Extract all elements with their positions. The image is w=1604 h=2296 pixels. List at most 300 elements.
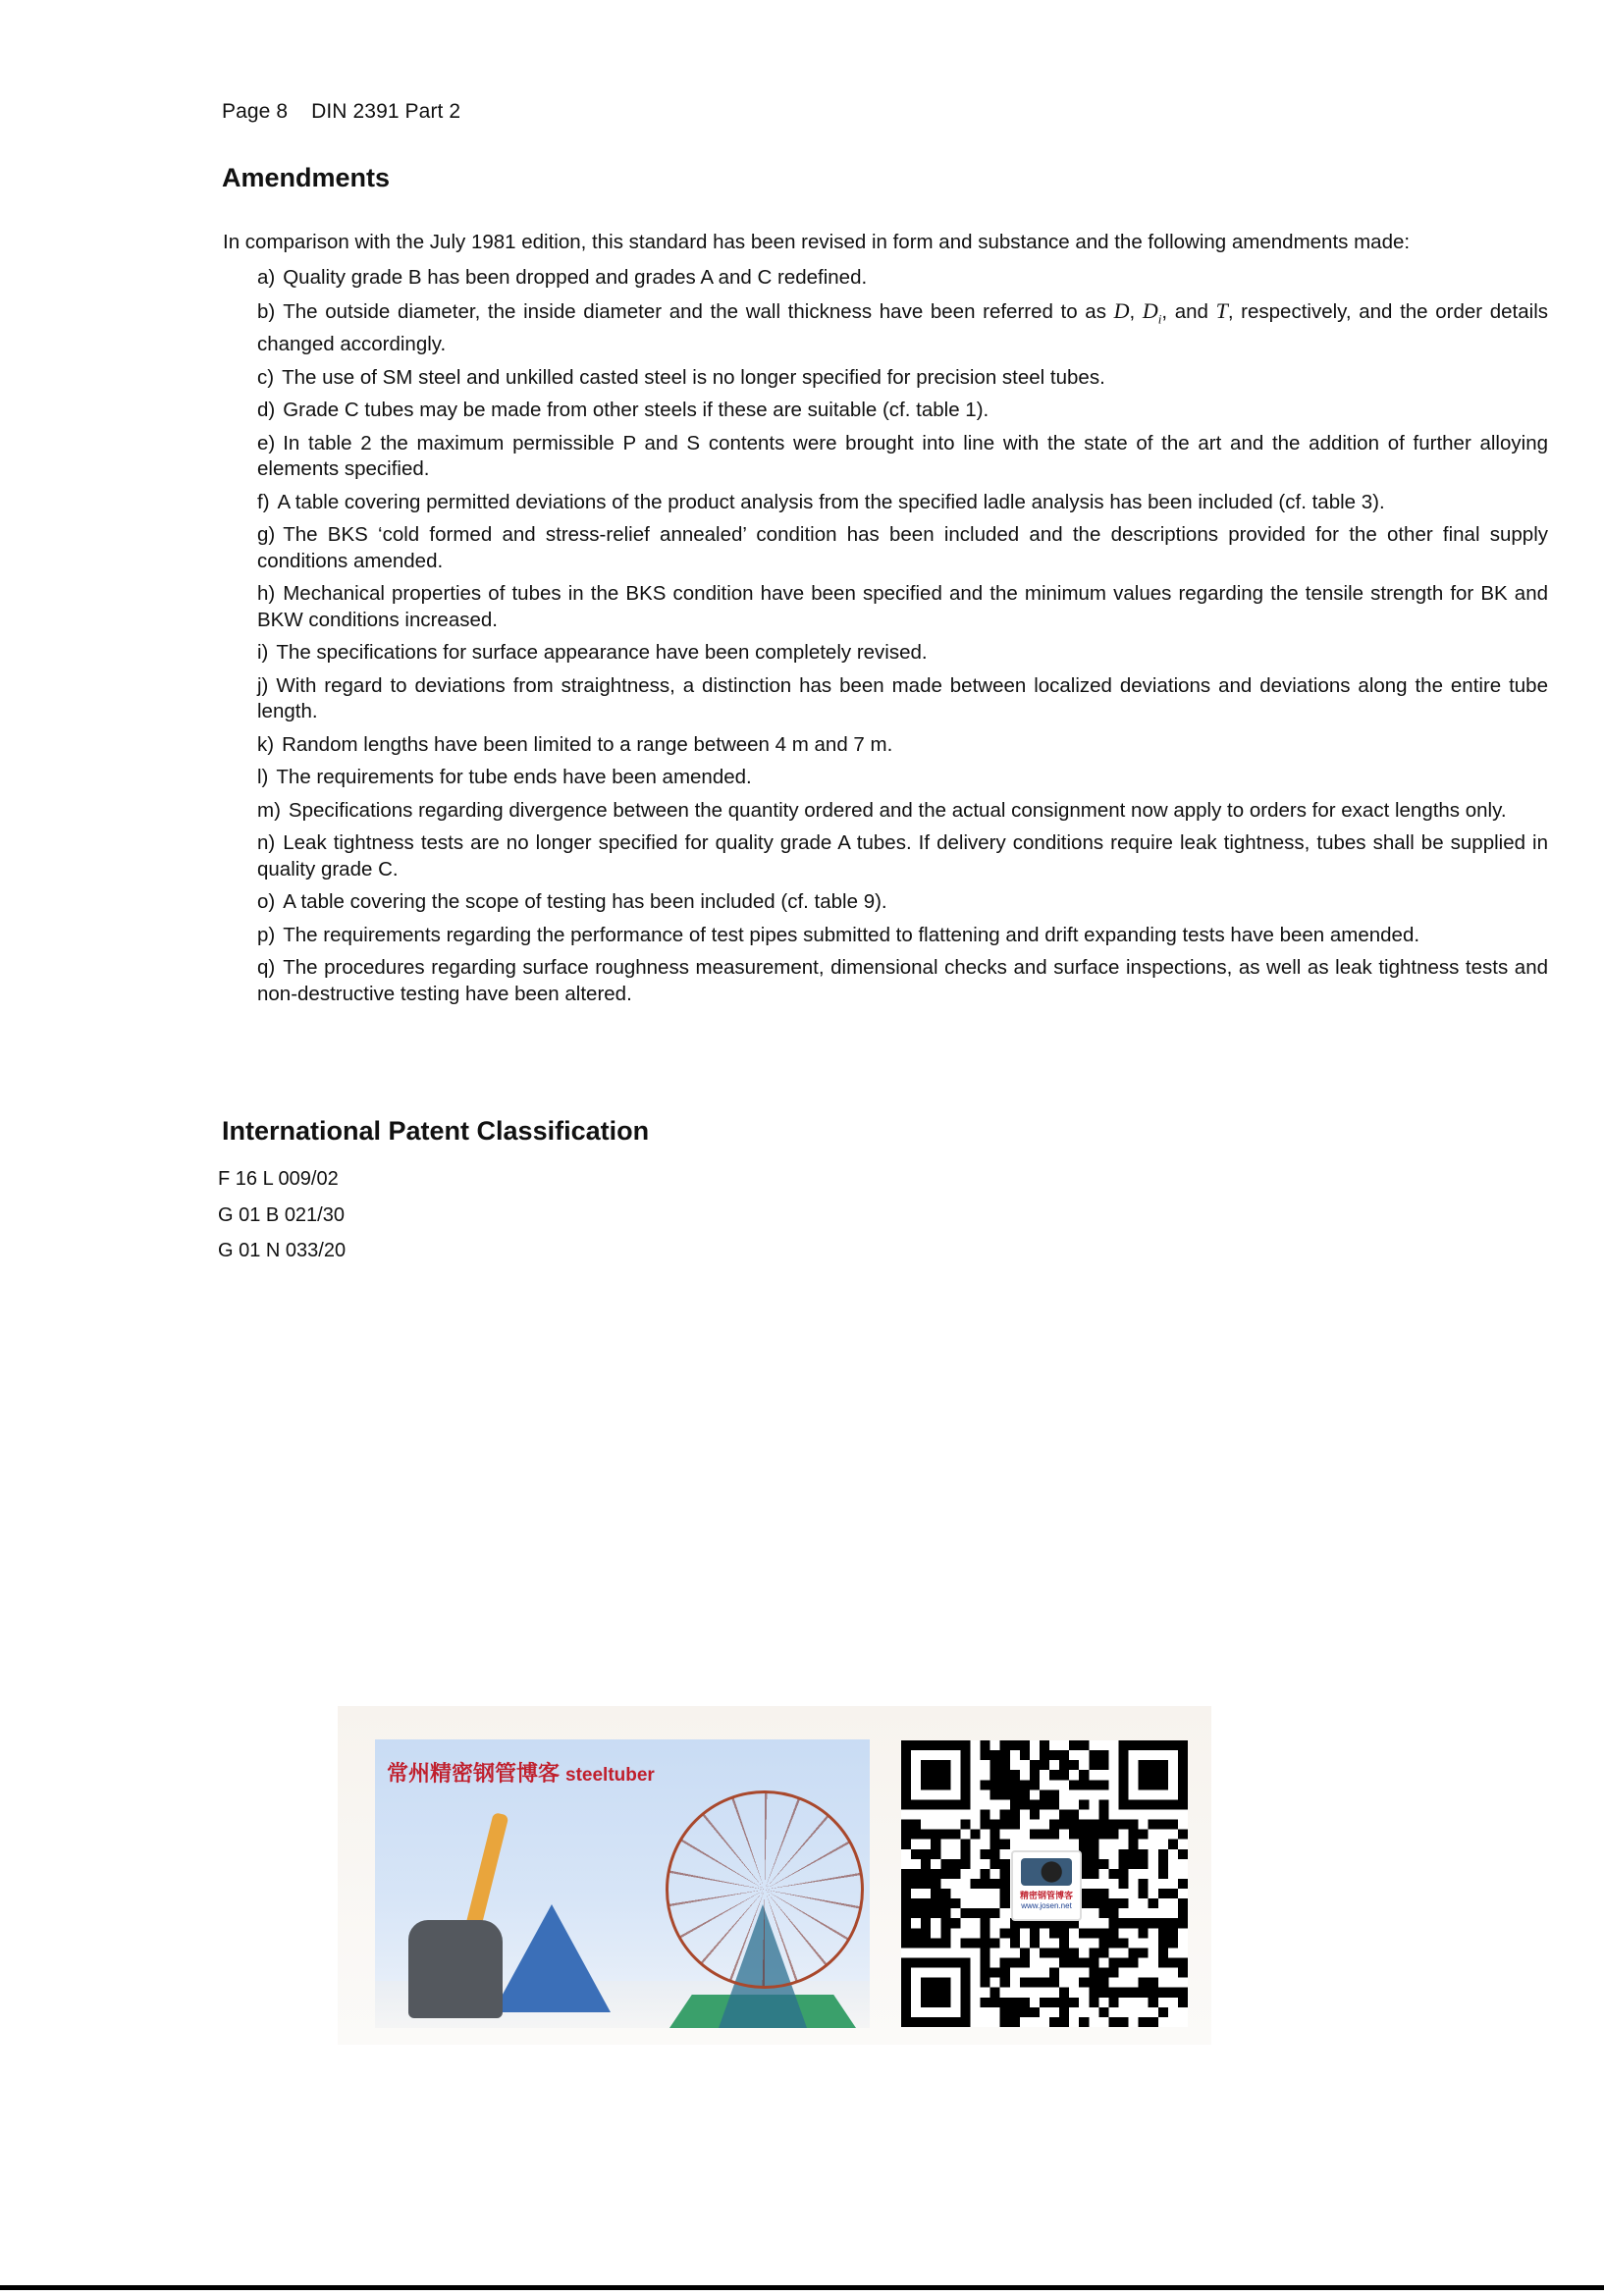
qr-module: [1129, 1958, 1139, 1968]
item-text: The procedures regarding surface roughness measurement, dimensional checks and surface inspections, as well as leak tightness tests and non-destructive testing have been altered.: [257, 956, 1548, 1005]
item-label: j): [257, 673, 269, 697]
qr-module: [921, 1879, 931, 1889]
qr-module: [981, 1948, 990, 1957]
qr-module: [1098, 1968, 1108, 1978]
qr-module: [940, 1889, 950, 1898]
qr-module: [1178, 1968, 1188, 1978]
qr-module: [1020, 1799, 1030, 1809]
qr-module: [931, 1898, 940, 1908]
qr-module: [1059, 1750, 1069, 1760]
qr-module: [1010, 1938, 1020, 1948]
qr-module: [1010, 2017, 1020, 2027]
amendment-item-n: [257, 830, 1548, 882]
item-text: A table covering permitted deviations of the product analysis from the specified ladle analysis has been included (cf. table 3).: [277, 490, 1385, 513]
qr-module: [1129, 1859, 1139, 1869]
qr-module: [1059, 1938, 1069, 1948]
item-text: Random lengths have been limited to a range between 4 m and 7 m.: [282, 732, 893, 756]
qr-module: [1089, 1958, 1098, 1968]
qr-module: [990, 1988, 1000, 1998]
qr-module: [1000, 1898, 1010, 1908]
qr-module: [1020, 1998, 1030, 2007]
qr-module: [1089, 1889, 1098, 1898]
item-text: In table 2 the maximum permissible P and S contents were brought into line with the state of the art and the addition of further alloying elements specified.: [257, 431, 1548, 481]
qr-module: [1089, 1830, 1098, 1840]
qr-module: [990, 1938, 1000, 1948]
qr-module: [1010, 1780, 1020, 1789]
qr-module: [950, 1918, 960, 1928]
qr-module: [1049, 1948, 1059, 1957]
qr-module: [1178, 1849, 1188, 1859]
qr-module: [1000, 1889, 1010, 1898]
qr-module: [1158, 1889, 1168, 1898]
qr-module: [950, 1859, 960, 1869]
qr-module: [1098, 1799, 1108, 1809]
qr-module: [1108, 1928, 1118, 1938]
qr-module: [990, 1780, 1000, 1789]
qr-module: [931, 1889, 940, 1898]
qr-module: [1010, 1928, 1020, 1938]
qr-module: [981, 1978, 990, 1988]
qr-module: [990, 1968, 1000, 1978]
qr-module: [1000, 1740, 1010, 1750]
qr-module: [1000, 1859, 1010, 1869]
qr-module: [970, 1830, 980, 1840]
qr-module: [1079, 1799, 1089, 1809]
qr-module: [1059, 1820, 1069, 1830]
item-label: i): [257, 641, 269, 665]
symbol-inside-diameter: [1142, 297, 1162, 326]
item-text: A table covering the scope of testing has been included (cf. table 9).: [283, 890, 887, 914]
qr-module: [981, 1908, 990, 1918]
amendment-item-g: [257, 522, 1548, 574]
qr-module: [1158, 1928, 1168, 1938]
qr-module: [1010, 1770, 1020, 1780]
qr-module: [1129, 1840, 1139, 1849]
qr-module: [1000, 1809, 1010, 1819]
qr-module: [1049, 1978, 1059, 1988]
qr-module: [990, 1840, 1000, 1849]
qr-module: [1040, 1830, 1049, 1840]
qr-module: [1158, 1938, 1168, 1948]
qr-module: [1059, 1760, 1069, 1770]
ipc-code: G 01 B 021/30: [218, 1203, 345, 1226]
qr-module: [1149, 1998, 1158, 2007]
qr-module: [1089, 1998, 1098, 2007]
qr-module: [1049, 1820, 1059, 1830]
qr-module: [1049, 1928, 1059, 1938]
qr-module: [990, 1879, 1000, 1889]
amendments-heading: Amendments: [222, 163, 391, 192]
qr-module: [1040, 1948, 1049, 1957]
qr-module: [1119, 1849, 1129, 1859]
qr-module: [940, 1830, 950, 1840]
banner-caption-cn: 常州精密钢管博客: [387, 1761, 561, 1786]
item-label: o): [257, 890, 276, 914]
qr-module: [921, 1859, 931, 1869]
qr-module: [981, 1869, 990, 1879]
amendment-item-b: b) The outside diameter, the inside diameter and the wall thickness have been referred to as D, $D_i$, and T, respectively, and the order details changed accordingly.: [257, 297, 1548, 356]
qr-module: [1089, 1820, 1098, 1830]
qr-module: [1178, 1988, 1188, 1998]
qr-module: [1000, 2007, 1010, 2017]
qr-module: [1030, 1978, 1040, 1988]
qr-module: [901, 1820, 911, 1830]
qr-module: [1119, 1938, 1129, 1948]
qr-module: [1149, 2017, 1158, 2027]
qr-module: [1079, 2017, 1089, 2027]
ipc-heading: International Patent Classification: [222, 1116, 650, 1146]
qr-module: [1079, 1978, 1089, 1988]
qr-module: [901, 1898, 911, 1908]
qr-module: [1040, 1750, 1049, 1760]
qr-module: [981, 1928, 990, 1938]
qr-module: [1089, 1978, 1098, 1988]
qr-module: [1139, 1859, 1149, 1869]
item-label: b): [257, 299, 276, 323]
qr-finder-pattern: [1139, 1760, 1168, 1789]
item-text: The use of SM steel and unkilled casted steel is no longer specified for precision steel tubes.: [282, 365, 1105, 389]
qr-module: [1000, 1789, 1010, 1799]
qr-module: [1010, 1789, 1020, 1799]
qr-module: [901, 1830, 911, 1840]
amendment-item-o: [257, 889, 1548, 916]
qr-module: [921, 1908, 931, 1918]
qr-module: [1049, 1968, 1059, 1978]
banner-caption: [387, 1757, 655, 1788]
qr-module: [1020, 1750, 1030, 1760]
qr-module: [960, 1849, 970, 1859]
qr-module: [981, 1740, 990, 1750]
qr-module: [1119, 1918, 1129, 1928]
qr-module: [1000, 1840, 1010, 1849]
qr-module: [1000, 1998, 1010, 2007]
qr-module: [911, 1869, 921, 1879]
qr-module: [981, 1968, 990, 1978]
qr-module: [1119, 1869, 1129, 1879]
qr-module: [970, 1938, 980, 1948]
qr-module: [1178, 1958, 1188, 1968]
item-label: p): [257, 923, 276, 946]
qr-module: [1010, 1820, 1020, 1830]
amendments-intro: In comparison with the July 1981 edition, this standard has been revised in form and substance and the following amendments made:: [223, 230, 1411, 253]
qr-module: [1139, 1849, 1149, 1859]
qr-module: [901, 1840, 911, 1849]
qr-module: [1168, 1988, 1178, 1998]
qr-module: [1069, 1760, 1079, 1770]
amendment-item-k: [257, 732, 1548, 759]
qr-finder-pattern: [921, 1978, 950, 2007]
qr-module: [1020, 1958, 1030, 1968]
qr-module: [1178, 1879, 1188, 1889]
qr-module: [1158, 1859, 1168, 1869]
item-label: m): [257, 798, 281, 822]
qr-module: [940, 1908, 950, 1918]
pyramid-illustration: [493, 1904, 611, 2012]
qr-module: [1119, 1879, 1129, 1889]
qr-module: [1108, 1830, 1118, 1840]
elephant-illustration: [408, 1920, 503, 2018]
symbol-base: D: [1142, 297, 1158, 323]
qr-module: [1030, 2007, 1040, 2017]
qr-module: [1098, 1820, 1108, 1830]
qr-module: [960, 1820, 970, 1830]
qr-module: [1098, 1809, 1108, 1819]
qr-module: [921, 1849, 931, 1859]
qr-module: [921, 1830, 931, 1840]
qr-module: [1139, 1879, 1149, 1889]
qr-module: [990, 1830, 1000, 1840]
page-number: Page 8: [222, 100, 289, 123]
qr-logo-url: www.josen.net: [1021, 1901, 1072, 1910]
qr-module: [1000, 1770, 1010, 1780]
qr-module: [1129, 1918, 1139, 1928]
qr-module: [1069, 1740, 1079, 1750]
qr-module: [990, 1750, 1000, 1760]
item-text: The requirements regarding the performance of test pipes submitted to flattening and drift expanding tests have been amended.: [283, 923, 1420, 946]
qr-module: [981, 1750, 990, 1760]
qr-module: [1098, 1830, 1108, 1840]
qr-module: [1040, 1740, 1049, 1750]
qr-module: [931, 1869, 940, 1879]
qr-module: [1119, 1958, 1129, 1968]
qr-module: [1098, 2007, 1108, 2017]
qr-module: [1139, 2017, 1149, 2027]
qr-module: [1079, 1830, 1089, 1840]
qr-module: [921, 1918, 931, 1928]
qr-module: [1040, 1789, 1049, 1799]
qr-module: [1079, 1780, 1089, 1789]
qr-module: [1020, 1740, 1030, 1750]
qr-module: [1030, 1830, 1040, 1840]
qr-module: [981, 1938, 990, 1948]
qr-module: [1040, 1978, 1049, 1988]
qr-module: [1129, 1830, 1139, 1840]
qr-module: [911, 1830, 921, 1840]
qr-module: [1049, 1830, 1059, 1840]
qr-module: [1108, 1918, 1118, 1928]
qr-module: [1000, 1869, 1010, 1879]
qr-module: [1069, 1830, 1079, 1840]
qr-module: [1089, 1948, 1098, 1957]
qr-module: [1089, 1859, 1098, 1869]
qr-module: [1010, 1740, 1020, 1750]
qr-module: [1168, 1938, 1178, 1948]
amendment-item-j: [257, 673, 1548, 725]
item-text: Specifications regarding divergence between the quantity ordered and the actual consignment now apply to orders for exact lengths only.: [288, 798, 1507, 822]
qr-module: [940, 1859, 950, 1869]
qr-module: [1139, 1948, 1149, 1957]
amendment-item-c: [257, 365, 1548, 392]
qr-module: [1168, 1958, 1178, 1968]
qr-module: [1089, 1968, 1098, 1978]
page-bottom-rule: [0, 2285, 1604, 2290]
qr-module: [1139, 1918, 1149, 1928]
qr-module: [950, 1898, 960, 1908]
qr-module: [901, 1889, 911, 1898]
item-label: l): [257, 766, 269, 789]
symbol-subscript: i: [1157, 310, 1162, 326]
qr-module: [1168, 1840, 1178, 1849]
qr-module: [1108, 1820, 1118, 1830]
qr-module: [940, 1928, 950, 1938]
qr-module: [1098, 1780, 1108, 1789]
qr-module: [1098, 1859, 1108, 1869]
qr-module: [1149, 1820, 1158, 1830]
qr-module: [1000, 1968, 1010, 1978]
qr-module: [960, 1859, 970, 1869]
item-text: Leak tightness tests are no longer specified for quality grade A tubes. If delivery conditions require leak tightness, tubes shall be supplied in quality grade C.: [257, 831, 1548, 881]
qr-module: [1119, 2017, 1129, 2027]
qr-module: [1000, 1978, 1010, 1988]
qr-module: [921, 1938, 931, 1948]
qr-module: [1149, 1988, 1158, 1998]
qr-module: [1049, 1789, 1059, 1799]
amendment-item-q: [257, 955, 1548, 1007]
qr-module: [1089, 1898, 1098, 1908]
qr-module: [901, 1928, 911, 1938]
qr-module: [931, 1938, 940, 1948]
qr-module: [1059, 1998, 1069, 2007]
qr-module: [1049, 1998, 1059, 2007]
qr-module: [1010, 1958, 1020, 1968]
promo-banner: [338, 1706, 1211, 2045]
document-id: DIN 2391 Part 2: [311, 100, 461, 123]
qr-module: [1178, 1918, 1188, 1928]
qr-module: [1089, 1928, 1098, 1938]
qr-module: [1098, 1978, 1108, 1988]
item-label: k): [257, 732, 275, 756]
amendment-item-a: [257, 265, 1548, 292]
qr-module: [1129, 1820, 1139, 1830]
qr-module: [1000, 1879, 1010, 1889]
amendment-item-h: [257, 581, 1548, 633]
qr-module: [1098, 1938, 1108, 1948]
qr-module: [981, 1849, 990, 1859]
qr-module: [1020, 1948, 1030, 1957]
item-text: The specifications for surface appearance have been completely revised.: [276, 641, 928, 665]
qr-module: [1000, 1820, 1010, 1830]
qr-module: [1089, 1988, 1098, 1998]
qr-module: [1098, 1948, 1108, 1957]
qr-module: [1168, 1889, 1178, 1898]
qr-module: [1119, 1988, 1129, 1998]
ferris-wheel-illustration: [666, 1790, 864, 1989]
qr-module: [981, 1809, 990, 1819]
qr-module: [1168, 1928, 1178, 1938]
qr-module: [1059, 1948, 1069, 1957]
qr-module: [981, 1780, 990, 1789]
qr-module: [981, 1998, 990, 2007]
item-text: The requirements for tube ends have been amended.: [276, 766, 752, 789]
qr-module: [1079, 1958, 1089, 1968]
qr-module: [1098, 1928, 1108, 1938]
item-text: Mechanical properties of tubes in the BKS condition have been specified and the minimum values regarding the tensile strength for BK and BKW conditions increased.: [257, 582, 1548, 631]
qr-module: [1098, 1889, 1108, 1898]
qr-module: [931, 1908, 940, 1918]
item-text: Grade C tubes may be made from other steels if these are suitable (cf. table 1).: [283, 399, 989, 422]
amendment-item-i: [257, 640, 1548, 667]
qr-module: [1108, 1988, 1118, 1998]
qr-module: [931, 1879, 940, 1889]
qr-module: [1079, 1840, 1089, 1849]
qr-module: [1000, 1928, 1010, 1938]
qr-module: [1149, 1918, 1158, 1928]
qr-module: [1020, 1789, 1030, 1799]
qr-module: [1178, 1898, 1188, 1908]
qr-module: [1059, 1988, 1069, 1998]
qr-module: [960, 1938, 970, 1948]
amendment-item-d: [257, 398, 1548, 424]
amendments-list: [257, 265, 1548, 1014]
qr-module: [970, 1879, 980, 1889]
qr-module: [990, 1770, 1000, 1780]
qr-module: [1069, 1809, 1079, 1819]
qr-module: [1079, 1820, 1089, 1830]
symbol-wall-thickness: T: [1215, 297, 1228, 323]
qr-code[interactable]: [901, 1740, 1188, 2027]
qr-module: [1158, 1958, 1168, 1968]
qr-module: [1030, 1928, 1040, 1938]
qr-module: [1000, 1780, 1010, 1789]
qr-module: [1000, 1750, 1010, 1760]
qr-module: [1059, 1928, 1069, 1938]
qr-module: [1098, 1760, 1108, 1770]
qr-module: [1069, 1958, 1079, 1968]
qr-module: [931, 1830, 940, 1840]
item-text: With regard to deviations from straightness, a distinction has been made between localized deviations and deviations along the entire tube length.: [257, 673, 1548, 723]
qr-module: [990, 1998, 1000, 2007]
qr-module: [931, 1840, 940, 1849]
qr-module: [901, 1869, 911, 1879]
qr-module: [1108, 1958, 1118, 1968]
qr-module: [1049, 1770, 1059, 1780]
symbol-outside-diameter: D: [1113, 297, 1130, 323]
qr-module: [1089, 1780, 1098, 1789]
qr-module: [1119, 1898, 1129, 1908]
page-header: [222, 100, 460, 124]
qr-module: [1040, 1760, 1049, 1770]
amendment-item-p: [257, 923, 1548, 949]
qr-module: [1069, 1820, 1079, 1830]
qr-module: [1069, 1998, 1079, 2007]
ipc-code-list: [218, 1161, 346, 1269]
qr-module: [1098, 1898, 1108, 1908]
qr-module: [1168, 1820, 1178, 1830]
qr-module: [1098, 1750, 1108, 1760]
qr-module: [990, 1859, 1000, 1869]
qr-module: [1129, 1849, 1139, 1859]
qr-module: [1108, 1998, 1118, 2007]
amendment-item-e: [257, 431, 1548, 483]
qr-module: [1129, 1948, 1139, 1957]
amendment-item-m: [257, 798, 1548, 825]
qr-module: [1030, 1770, 1040, 1780]
qr-module: [911, 1908, 921, 1918]
qr-module: [960, 1840, 970, 1849]
qr-module: [1149, 1898, 1158, 1908]
qr-module: [1158, 1820, 1168, 1830]
item-label: f): [257, 490, 270, 513]
qr-module: [1119, 1820, 1129, 1830]
qr-module: [1059, 2017, 1069, 2027]
item-text: The BKS ‘cold formed and stress-relief annealed’ condition has been included and the descriptions provided for the other final supply conditions amended.: [257, 523, 1548, 572]
qr-module: [1089, 1869, 1098, 1879]
qr-module: [990, 1908, 1000, 1918]
qr-module: [1108, 1938, 1118, 1948]
qr-module: [1108, 1898, 1118, 1908]
qr-module: [1049, 1799, 1059, 1809]
qr-module: [901, 1918, 911, 1928]
